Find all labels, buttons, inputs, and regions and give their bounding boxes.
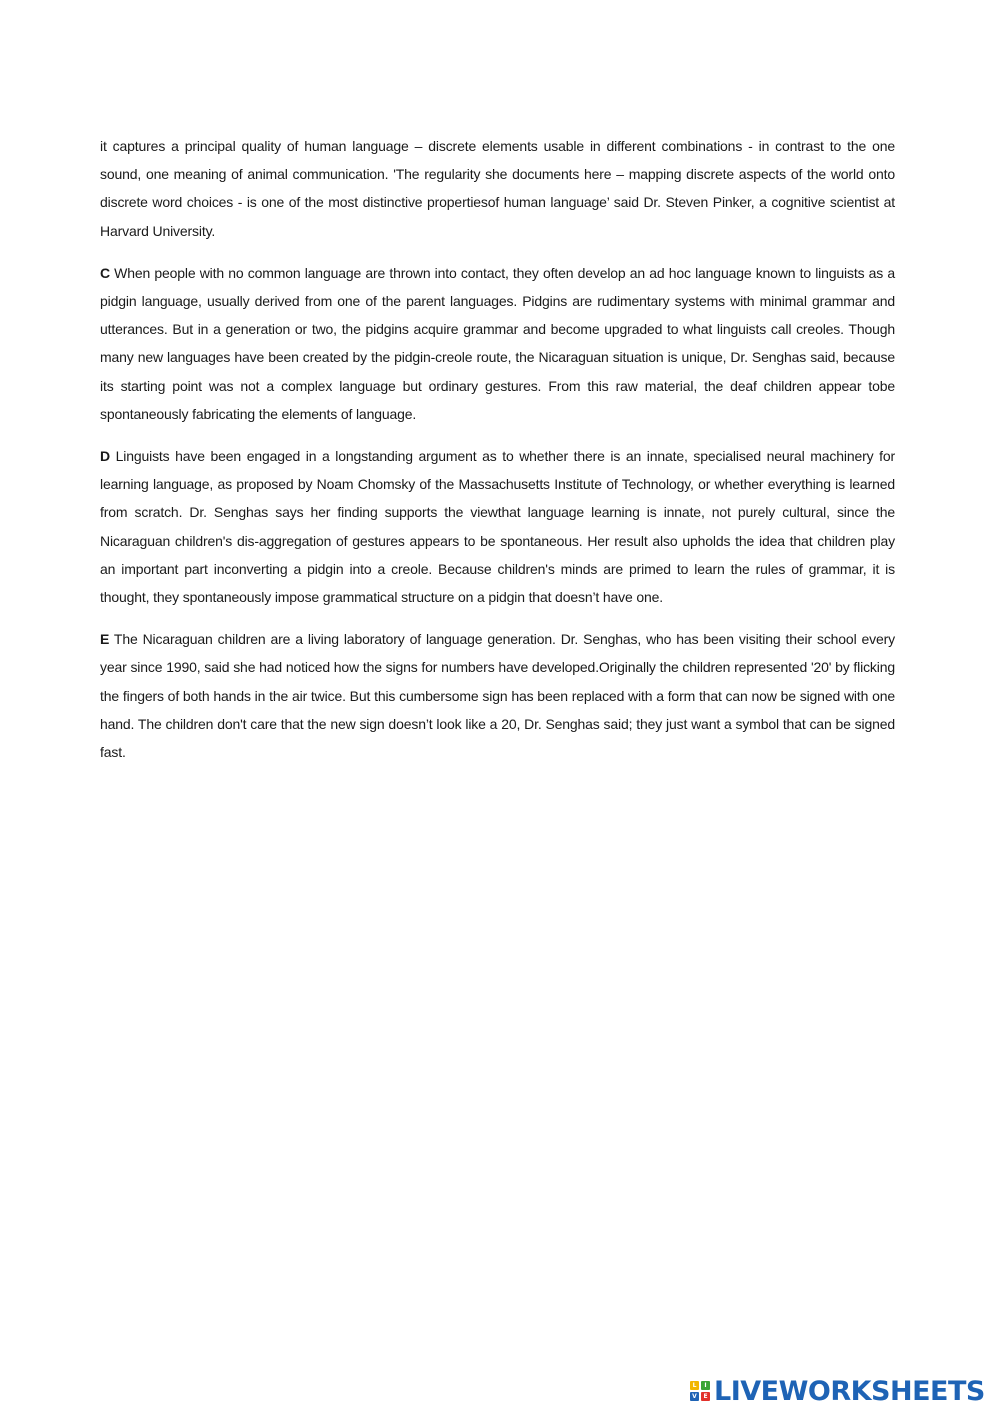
logo-mark-e: E	[701, 1392, 710, 1401]
liveworksheets-logo[interactable]	[690, 1374, 985, 1408]
paragraph-text: it captures a principal quality of human language – discrete elements usable in different combinations - in contrast to the one sound, one meaning of animal communication. 'The regularity she documents here – mapping discrete aspects of the world onto discrete word choices - is one of the most distinctive propertiesof human language’ said Dr. Steven Pinker, a cognitive scientist at Harvard University.	[100, 138, 895, 239]
paragraph-letter: D	[100, 448, 110, 465]
logo-mark-l: L	[690, 1381, 699, 1390]
paragraph-d	[100, 442, 895, 611]
paragraph-text: Linguists have been engaged in a longstanding argument as to whether there is an innate, specialised neural machinery for learning language, as proposed by Noam Chomsky of the Massachusetts Institute of Technology, or whether everything is learned from scratch. Dr. Senghas says her finding supports the viewthat language learning is innate, not purely cultural, since the Nicaraguan children's dis-aggregation of gestures appears to be spontaneous. Her result also upholds the idea that children play an important part inconverting a pidgin into a creole. Because children's minds are primed to learn the rules of grammar, it is thought, they spontaneously impose grammatical structure on a pidgin that doesn’t have one.	[100, 448, 895, 606]
paragraph-text: The Nicaraguan children are a living laboratory of language generation. Dr. Senghas, who has been visiting their school every year since 1990, said she had noticed how the signs for numbers have developed.Originally the children represented '20' by flicking the fingers of both hands in the air twice. But this cumbersome sign has been replaced with a form that can now be signed with one hand. The children don't care that the new sign doesn’t look like a 20, Dr. Senghas said; they just want a symbol that can be signed fast.	[100, 631, 895, 761]
paragraph-intro	[100, 132, 895, 245]
paragraph-letter: E	[100, 631, 110, 648]
paragraph-text: When people with no common language are thrown into contact, they often develop an ad hoc language known to linguists as a pidgin language, usually derived from one of the parent languages. Pidgins are rudimentary systems with minimal grammar and utterances. But in a generation or two, the pidgins acquire grammar and become upgraded to what linguists call creoles. Though many new languages have been created by the pidgin-creole route, the Nicaraguan situation is unique, Dr. Senghas said, because its starting point was not a complex language but ordinary gestures. From this raw material, the deaf children appear tobe spontaneously fabricating the elements of language.	[100, 264, 895, 422]
logo-text: LIVEWORKSHEETS	[714, 1375, 985, 1407]
logo-mark-v: V	[690, 1392, 699, 1401]
paragraph-letter: C	[100, 264, 110, 281]
document-body	[100, 132, 895, 780]
paragraph-e	[100, 625, 895, 766]
logo-mark-icon	[690, 1381, 710, 1401]
logo-mark-i: I	[701, 1381, 710, 1390]
paragraph-c	[100, 259, 895, 428]
